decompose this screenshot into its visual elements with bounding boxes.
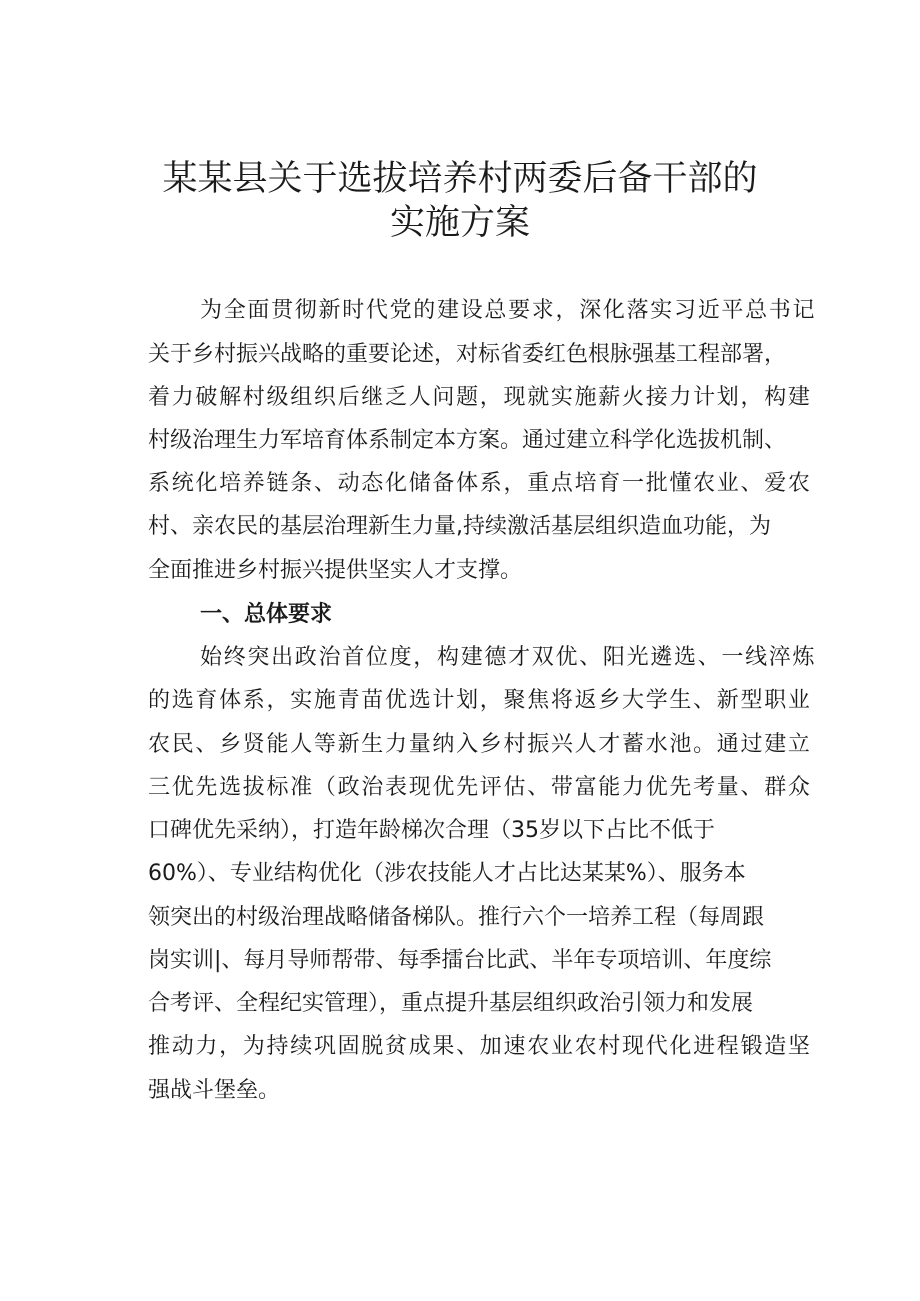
intro-line: 系统化培养链条、动态化储备体系，重点培育一批懂农业、爱农	[148, 471, 812, 496]
section1-line: 60%）、专业结构优化（涉农技能人才占比达某某%）、服务本	[148, 861, 746, 886]
intro-line: 着力破解村级组织后继乏人问题，现就实施薪火接力计划，构建	[148, 385, 812, 410]
section1-line: 口碑优先采纳），打造年龄梯次合理（35岁以下占比不低于	[148, 818, 715, 843]
section1-line: 三优先选拔标准（政治表现优先评估、带富能力优先考量、群众	[148, 775, 812, 800]
intro-line: 全面推进乡村振兴提供坚实人才支撑。	[148, 558, 523, 583]
intro-line: 关于乡村振兴战略的重要论述，对标省委红色根脉强基工程部署，	[148, 342, 787, 367]
section1-line: 岗实训|、每月导师帮带、每季擂台比武、半年专项培训、年度综	[148, 948, 772, 973]
section1-line: 推动力，为持续巩固脱贫成果、加速农业农村现代化进程锻造坚	[148, 1034, 812, 1059]
intro-line: 为全面贯彻新时代党的建设总要求，深化落实习近平总书记	[200, 298, 817, 323]
section1-line: 的选育体系，实施青苗优选计划，聚焦将返乡大学生、新型职业	[148, 688, 812, 713]
intro-line: 村、亲农民的基层治理新生力量,持续激活基层组织造血功能，为	[148, 514, 771, 539]
section1-line: 农民、乡贤能人等新生力量纳入乡村振兴人才蓄水池。通过建立	[148, 732, 812, 757]
document-title-line-1: 某某县关于选拔培养村两委后备干部的	[162, 159, 758, 199]
document-title-line-2: 实施方案	[389, 203, 530, 243]
section1-line: 领突出的村级治理战略储备梯队。推行六个一培养工程（每周跟	[148, 905, 765, 930]
section1-line: 始终突出政治首位度，构建德才双优、阳光遴选、一线淬炼	[200, 645, 817, 670]
section1-line: 强战斗堡垒。	[148, 1078, 281, 1103]
section-heading-general-requirements: 一、总体要求	[200, 602, 333, 627]
intro-line: 村级治理生力军培育体系制定本方案。通过建立科学化选拔机制、	[148, 428, 787, 453]
section1-line: 合考评、全程纪实管理），重点提升基层组织政治引领力和发展	[148, 991, 754, 1016]
